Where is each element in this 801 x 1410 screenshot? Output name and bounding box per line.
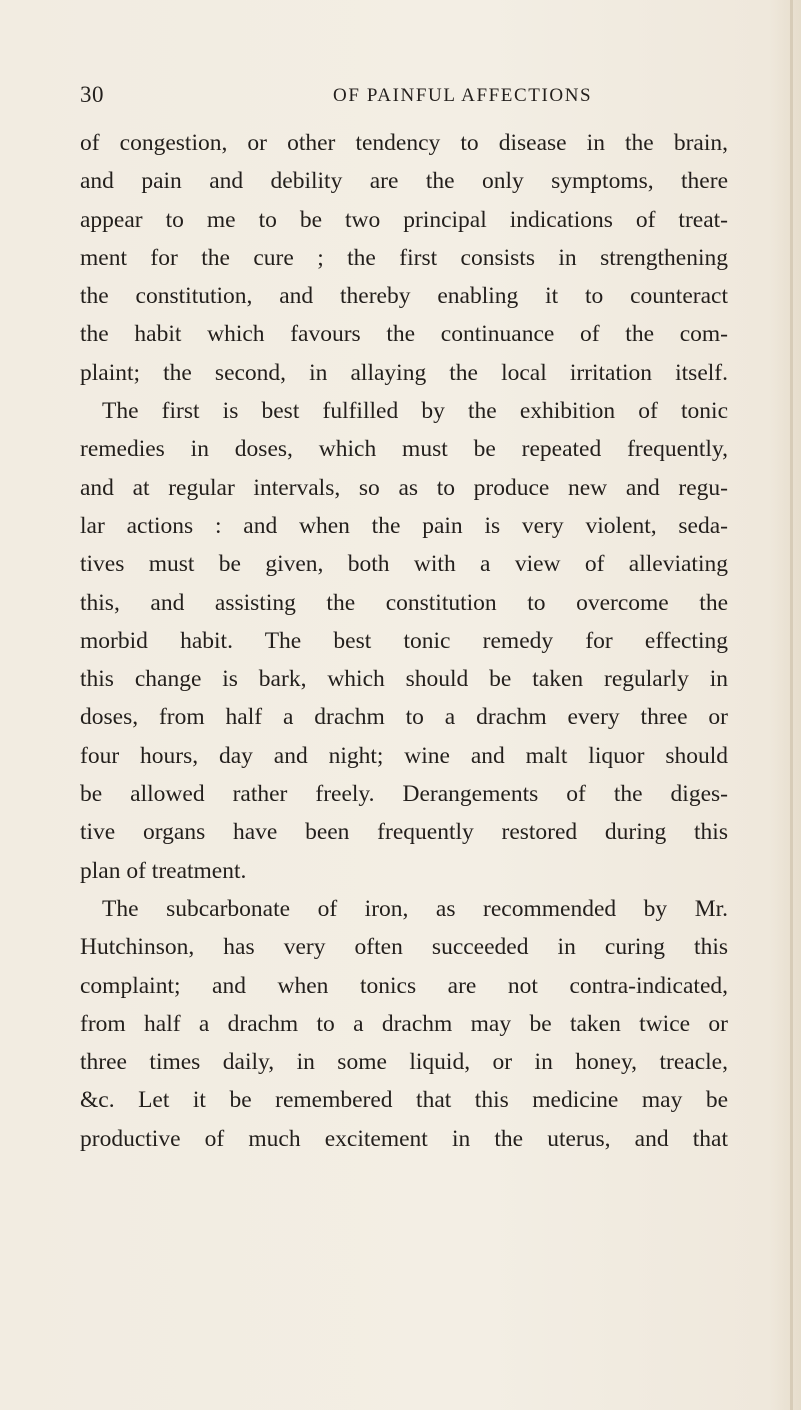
- text-line: tive organs have been frequently restored during this: [80, 819, 728, 846]
- running-head: OF PAINFUL AFFECTIONS: [333, 85, 593, 106]
- text-line: the constitution, and thereby enabling it to counteract: [80, 283, 728, 310]
- text-line: lar actions : and when the pain is very violent, seda-: [80, 512, 728, 539]
- text-line: and pain and debility are the only symptoms, there: [80, 168, 728, 195]
- text-line: four hours, day and night; wine and malt liquor should: [80, 742, 728, 769]
- page-number: 30: [80, 82, 104, 107]
- text-line: and at regular intervals, so as to produce new and regu-: [80, 474, 728, 501]
- text-line: of congestion, or other tendency to disease in the brain,: [80, 130, 728, 156]
- body-text: [80, 124, 728, 1158]
- text-line: plan of treatment.: [80, 857, 247, 884]
- page-header: [80, 82, 732, 116]
- text-line: Hutchinson, has very often succeeded in curing this: [80, 934, 728, 961]
- text-line: ment for the cure ; the first consists in strengthening: [80, 244, 728, 271]
- text-line: tives must be given, both with a view of alleviating: [80, 551, 728, 578]
- page-edge: [790, 0, 793, 1410]
- text-line: remedies in doses, which must be repeated frequently,: [80, 436, 728, 463]
- text-line: morbid habit. The best tonic remedy for effecting: [80, 627, 728, 654]
- text-line: three times daily, in some liquid, or in honey, treacle,: [80, 1049, 728, 1076]
- text-line: doses, from half a drachm to a drachm every three or: [80, 704, 728, 731]
- text-line: this change is bark, which should be taken regularly in: [80, 666, 728, 693]
- text-line: appear to me to be two principal indications of treat-: [80, 206, 728, 233]
- text-line: complaint; and when tonics are not contra-indicated,: [80, 972, 728, 999]
- text-line: this, and assisting the constitution to overcome the: [80, 589, 728, 616]
- text-line: plaint; the second, in allaying the local irritation itself.: [80, 359, 728, 386]
- text-line: the habit which favours the continuance of the com-: [80, 321, 728, 348]
- text-line: The subcarbonate of iron, as recommended by Mr.: [102, 895, 728, 922]
- text-line: productive of much excitement in the uterus, and that: [80, 1125, 728, 1152]
- text-line: from half a drachm to a drachm may be taken twice or: [80, 1010, 728, 1037]
- text-line: The first is best fulfilled by the exhibition of tonic: [102, 398, 728, 425]
- text-line: &c. Let it be remembered that this medicine may be: [80, 1087, 728, 1114]
- text-line: be allowed rather freely. Derangements of the diges-: [80, 781, 728, 808]
